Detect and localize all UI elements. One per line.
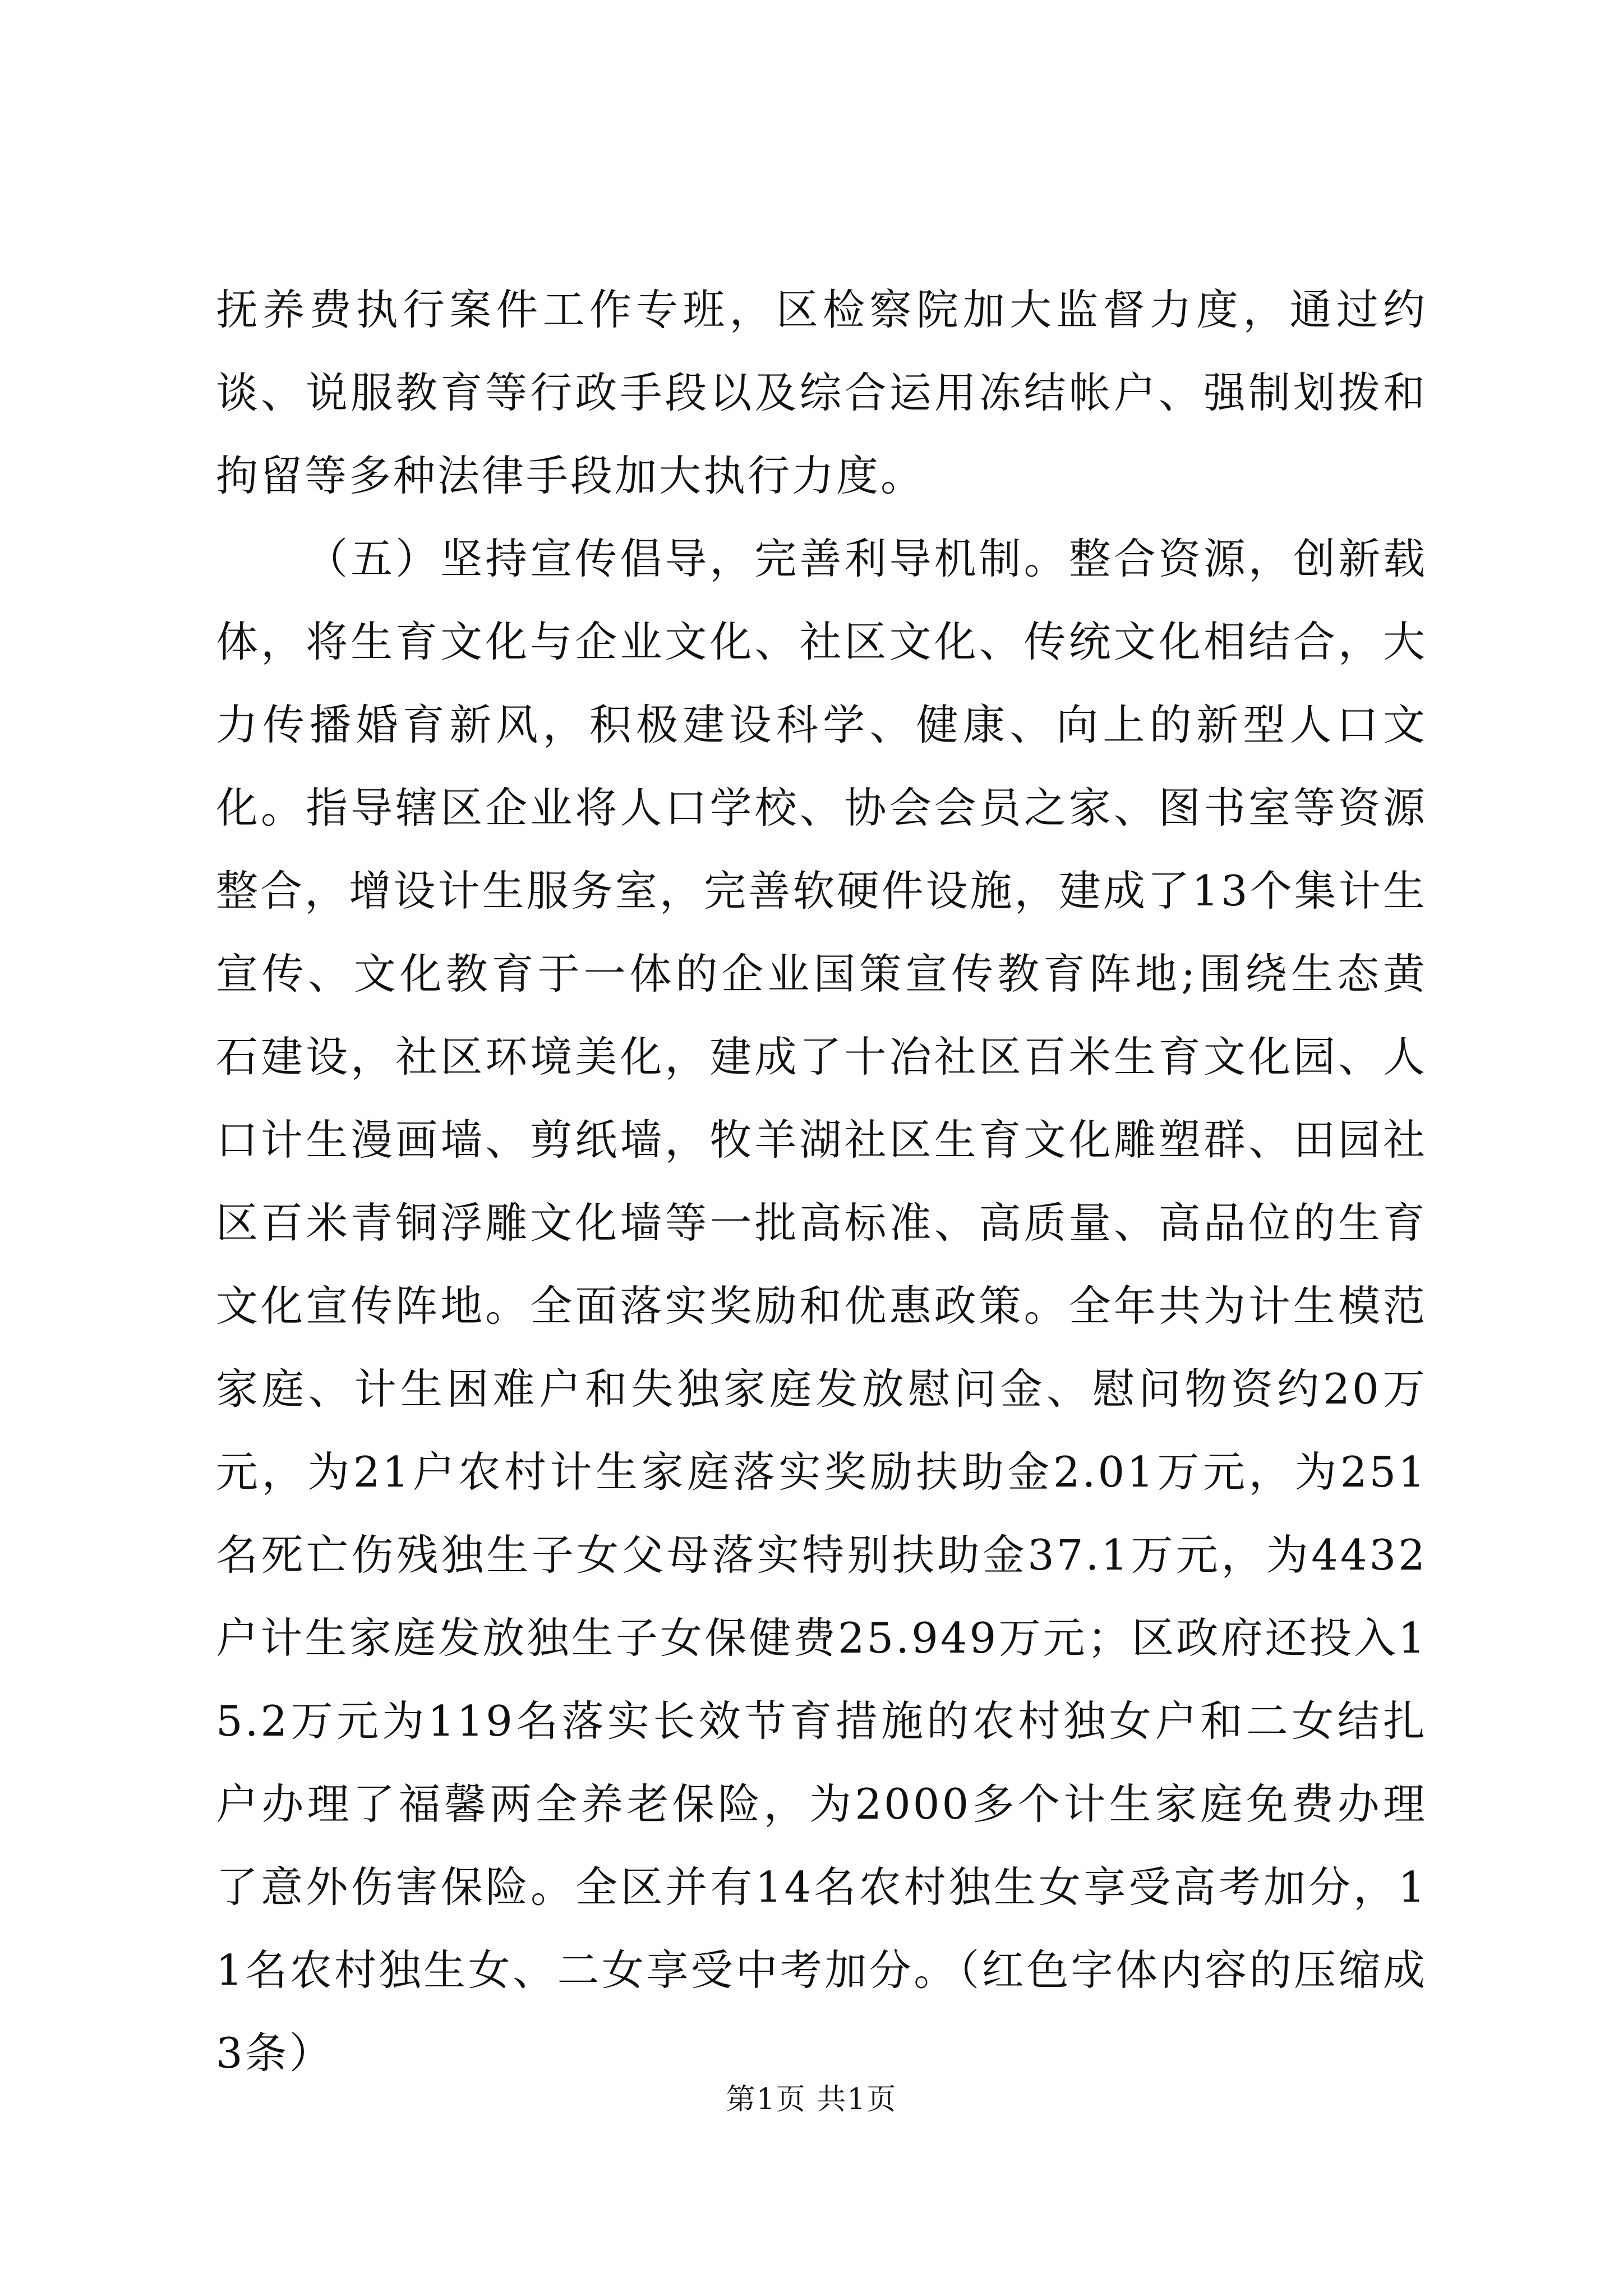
document-body [216,268,1427,2095]
paragraph-1: 抚养费执行案件工作专班，区检察院加大监督力度，通过约谈、说服教育等行政手段以及综合运用冻结帐户、强制划拨和拘留等多种法律手段加大执行力度。 [216,285,1427,500]
paragraph-2: （五）坚持宣传倡导，完善利导机制。整合资源，创新载体，将生育文化与企业文化、社区文化、传统文化相结合，大力传播婚育新风，积极建设科学、健康、向上的新型人口文化。指导辖区企业将人口学校、协会会员之家、图书室等资源整合，增设计生服务室，完善软硬件设施，建成了13个集计生宣传、文化教育于一体的企业国策宣传教育阵地;围绕生态黄石建设，社区环境美化，建成了十冶社区百米生育文化园、人口计生漫画墙、剪纸墙，牧羊湖社区生育文化雕塑群、田园社区百米青铜浮雕文化墙等一批高标准、高质量、高品位的生育文化宣传阵地。全面落实奖励和优惠政策。全年共为计生模范家庭、计生困难户和失独家庭发放慰问金、慰问物资约20万元，为21户农村计生家庭落实奖励扶助金2.01万元，为251名死亡伤残独生子女父母落实特别扶助金37.1万元，为4432户计生家庭发放独生子女保健费25.949万元；区政府还投入15.2万元为119名落实长效节育措施的农村独女户和二女结扎户办理了福馨两全养老保险，为2000多个计生家庭免费办理了意外伤害保险。全区并有14名农村独生女享受高考加分，11名农村独生女、二女享受中考加分。（红色字体内容的压缩成3条） [216,534,1427,2078]
page-footer: 第1页 共1页 [726,2083,897,2116]
